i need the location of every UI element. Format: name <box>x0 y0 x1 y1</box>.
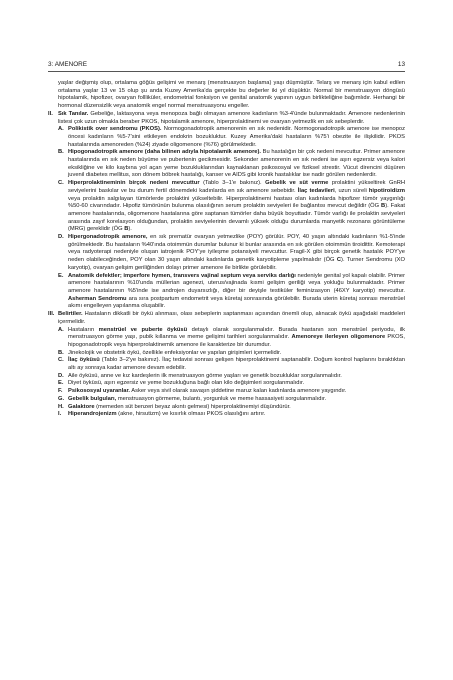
item-letter: E. <box>58 380 64 387</box>
body-text <box>48 80 405 419</box>
item-title: Hipogonadotropik amenore (daha bilinen adıyla hipotalamik amenore). <box>68 149 262 156</box>
list-item-galactorrhea <box>48 404 405 412</box>
item-paragraph: Diyet öyküsü, aşırı egzersiz ve yeme bozukluğuna bağlı olan kilo değişimleri sorgulanmalıdır. <box>68 380 305 387</box>
item-text: prolaktini yükseltirek GnRH seviyelerini baskılar ve bu durum fertil dönemdeki kadınlarda en sık amenore sebebidir. <box>68 180 405 194</box>
item-title: Anatomik defektler; imperfore hymen, transvers vajinal septum veya serviks darlığı <box>68 272 296 279</box>
list-item-family-history <box>48 373 405 381</box>
chapter-title: 3: AMENORE <box>48 61 88 68</box>
item-text: ara sıra postpartum endometrit veya küretaj sonrasında görülebilir. Burada uterin küretaj sonrası menstrüel akımı engelleyen yapılanma oluşabilir. <box>68 295 405 310</box>
item-text: (memeden süt benzeri beyaz akıntı gelmesi) hiperprolaktinemiyi düşündürür. <box>94 403 291 410</box>
item-paragraph <box>68 149 405 180</box>
item-text: menstruasyon görmeme, bulantı, yorgunluk ve meme hassasiyeti sorgulanmalıdır. <box>116 395 327 402</box>
item-paragraph <box>68 234 405 273</box>
emphasis-menstrual-puberty: menstrüel ve puberte öyküsü <box>98 326 188 333</box>
item-paragraph <box>68 357 405 372</box>
item-text: (Tablo 3–2'ye bakınız). İlaç tedavisi sonrası gelişen hiperprolaktinemi saptanabilir. Doğum kontrol haplarını bıraktıktan altı ay sonraya kadar amenore devam edebilir. <box>68 357 405 372</box>
evidence-grade-badge: B <box>124 226 129 233</box>
item-text: (akne, hirsutizm) ve kısırlık olması PKOS olasılığını artırır. <box>116 411 266 418</box>
item-text: Bu hastalığın bir çok nedeni mevcuttur. Primer amenore hastalarında en sık neden büyüme ve pubertenin gecikmesidir. Sekonder amenorenin en sık nedeni ise aşırı egzersiz veya kalori eksikliğine ve kilo kaybına yol açan yeme bozukluklarından kaynaklanan psikososyal ve fiziksel strestir. Vücut direncini düşüren juvenil diabetes mellitus, son dönem böbrek hastalığı, kanser ve AIDS gibi kronik hastalıklar ise nadir görülen nedenlerdir. <box>68 149 405 179</box>
item-paragraph: Jinekolojik ve obstetrik öykü, özellikle enfeksiyonlar ve yapılan girişimleri içermelidir. <box>68 349 282 356</box>
item-paragraph <box>68 273 405 312</box>
list-item-psychosocial <box>48 388 405 396</box>
item-letter: A. <box>58 326 64 333</box>
emphasis-drug-therapies: İlaç tedavileri <box>297 187 335 194</box>
list-item-hypogonadotropic <box>48 149 405 180</box>
item-paragraph <box>68 396 405 404</box>
item-letter: A. <box>58 126 64 133</box>
item-title: Psikososyal uyaranlar. <box>68 388 131 395</box>
section-symptoms <box>48 311 405 326</box>
item-paragraph <box>68 327 405 350</box>
item-text: ). <box>128 226 132 233</box>
item-text: Normogonadotropik amenorenin en sık nedenidir. Normogonadotropik amenore ise menopoz öncesi kadınların %5-7'sini etkileyen endokrin bozukluktur. Kuzey Amerika'daki hastaların %75'i obezite ile ilişkilidir. PKOS hastalarında amenoreden (%24) ziyade oligomenore (%76) görülmektedir. <box>68 126 405 148</box>
list-item-anatomic-defects <box>48 273 405 312</box>
item-letter: F. <box>58 388 63 395</box>
item-text: en sık prematür ovaryan yetmezlike (POY) görülür. POY, 40 yaşın altındaki kadınların %1-5'inde görülmektedir. Bu hastaların %40'ında otoimmün durumlar bulunur ki bunlar arasında en sık görülen otoimmün tiroidittir. Kemoterapi veya radyoterapi nedeniyle oluşan iatrojenik POY'ye iyileşme potansiyeli mevcuttur. Fragil-X gibi birçok genetik hastalık POY'ye neden olabileceğinden, POY olan 30 yaşın altındaki kadınlarda genetik karyotipleme yapılmalıdır (ÖG <box>68 234 405 264</box>
item-paragraph: Aile öyküsü, anne ve kız kardeşlerin ilk menstruasyon görme yaşları ve genetik bozukluklar sorgulanmalıdır. <box>68 372 342 379</box>
table-reference: (Tablo 3–1'e bakınız). <box>199 180 266 187</box>
item-letter: I. <box>58 411 62 418</box>
item-text: veya prolaktin salgılayan tümörlerde prolaktini yükseltebilir. Hiperprolaktinemi hastası olan kadınlarda hipofizer tümör yaygınlığı %50-60 civarındadır. Hipofiz tümörünün bulunma olasılığının serum prolaktin seviyeleri ile bağlantısı mevcut değildir (ÖG <box>68 195 405 210</box>
item-text: , uzun süreli <box>334 187 369 194</box>
section-paragraph <box>58 111 405 126</box>
item-letter: B. <box>58 149 64 156</box>
item-paragraph <box>68 388 405 396</box>
page-number: 13 <box>397 61 405 68</box>
item-letter: E. <box>58 272 64 279</box>
list-item-hyperandrogenism <box>48 411 405 419</box>
item-text: Hastaların <box>68 326 99 333</box>
list-item-hyperprolactinemia <box>48 180 405 234</box>
item-paragraph <box>68 411 405 419</box>
section-number: II. <box>48 110 53 117</box>
item-letter: C. <box>58 180 64 187</box>
item-letter: C. <box>58 357 64 364</box>
emphasis-oligomenorrhea: Amenoreye ilerleyen oligomenore <box>291 334 386 341</box>
item-title: Galaktore <box>68 403 95 410</box>
item-title: Gebelik bulguları, <box>68 395 117 402</box>
section-paragraph <box>58 311 405 326</box>
item-text: ). Fakat amenore hastalarında, oligomenore hastalarına göre saptanan tümörler daha büyük boyuttadır. Tümör varlığı ile prolaktin seviyeleri arasında zayıf korelasyon olduğundan, prolaktin seviyelerinin devamlı yüksek olduğu durumlarda manyetik rezonans görüntüleme (MRG) gereklidir (ÖG <box>68 203 406 233</box>
item-paragraph <box>68 126 405 149</box>
item-letter: D. <box>58 234 64 241</box>
list-item-menstrual-history <box>48 327 405 350</box>
item-title-2: Gebelik ve süt verme <box>265 180 329 187</box>
item-text: detaylı olarak sorgulanmalıdır. Burada hastanın son menstrüel periyodu, ilk menstruasyon görme yaşı, pubik kıllanma ve meme gelişimi tarihleri sorgulanmalıdır. <box>68 326 406 341</box>
intro-paragraph: yaşlar değişmiş olup, ortalama göğüs gelişimi ve menarş (menstruasyon başlama) yaşı düşmüştür. Telarş ve menarş için kabul edilen ortalama yaşlar 13 ve 15 olup şu anda Kuzey Amerika'da gerçekte bu değerler iki yıl düşüktür. Normal bir menstruasyon döngüsü hipotalamik, hipofizer, ovaryan follliküler, endometrial fonksiyon ve genital anatomik yapının uygun birlikteliğine bağımlıdır. Herhangi bir hormonal düzensizlik veya anatomik engel normal menstruasyonu engeller. <box>58 80 405 110</box>
list-item-hypergonadotropic <box>48 234 405 273</box>
item-title: İlaç öyküsü <box>68 357 100 364</box>
section-title: Sık Tanılar. <box>58 110 89 117</box>
section-number: III. <box>48 311 55 318</box>
list-item-pcos <box>48 126 405 149</box>
emphasis-hypothyroidism: hipotiroidizm <box>368 187 405 194</box>
evidence-grade-badge: C <box>336 257 342 264</box>
item-letter: H. <box>58 403 64 410</box>
item-title: Hiperprolaktineminin birçok nedeni mevcuttur <box>68 180 200 187</box>
list-item-drug-history <box>48 357 405 372</box>
item-text: ). Turner Sendromu (XO karyotip), ovaryan gelişim geriliğinden dolayı primer amenore ile birlikte görülebilir. <box>68 257 405 271</box>
item-letter: G. <box>58 395 65 402</box>
item-letter: D. <box>58 372 64 379</box>
section-title: Belirtiler. <box>58 311 83 318</box>
emphasis-asherman: Asherman Sendromu <box>68 295 127 302</box>
item-text: nedeniyle genital yol kapalı olabilir. Primer amenore hastalarının %10'unda müllerian agenezi, uterus/vajinada kısmi gelişim geriliği veya yokluğu bulunmaktadır. Primer amenore hastalarının %5'inde ise androjen duyarsızlığı, diğer bir deyişle testiküler feminizasyon (46XY karyotip) mevcuttur. <box>68 272 406 294</box>
item-letter: B. <box>58 349 64 356</box>
evidence-grade-badge: B <box>381 203 386 210</box>
section-text: Gebeliğe, laktasyona veya menopoza bağlı olmayan amenore kadınların %3-4'ünde bulunmaktadır. Amenore nedenlerinin listesi çok uzun olmakla beraber PKOS, hipotalamik amenore, hiperprolaktinemi ve ovaryan yetmezlik en sık sebeplerdir. <box>58 110 405 125</box>
section-text: Hastaların dikkatli bir öykü alınması, olası sebeplerin saptanması açısından önemli olup, alınacak öykü aşağıdaki maddeleri içermelidir. <box>58 311 405 325</box>
section-frequent-diagnoses <box>48 111 405 126</box>
list-item-diet-history <box>48 380 405 388</box>
item-paragraph <box>68 404 405 412</box>
item-text: PKOS, hipogonadotropik veya hiperprolaktinemik amenore ile karakterize bir durumdur. <box>68 334 405 348</box>
list-item-pregnancy-signs <box>48 396 405 404</box>
item-paragraph <box>68 180 405 234</box>
item-text: Asker veya sivil olarak savaşın şiddetine maruz kalan kadınlarda amenore yaygındır. <box>130 388 347 395</box>
running-header <box>48 60 405 72</box>
item-title: Hipergonadotropik amenore, <box>68 234 148 241</box>
item-title: Polikistik over sendromu (PKOS). <box>68 126 162 133</box>
item-title: Hiperandrojenizm <box>68 411 117 418</box>
